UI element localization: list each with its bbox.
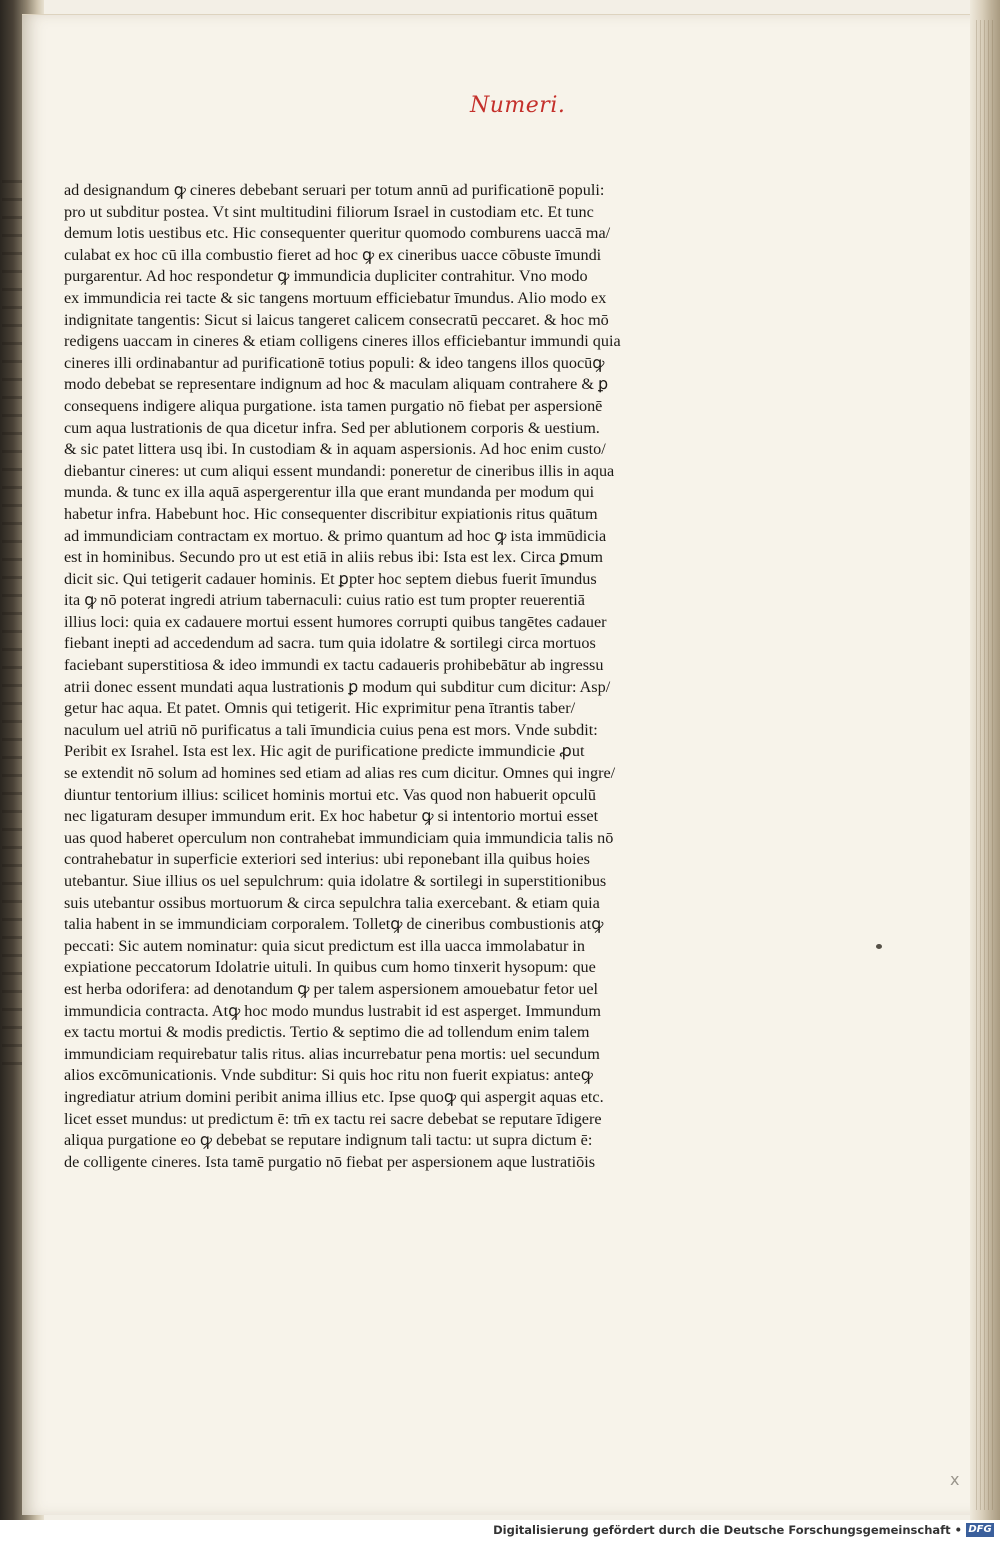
text-line: nec ligaturam desuper immundum erit. Ex hoc habetur ꝙ si intentorio mortui esset [64,807,599,826]
text-line: ex tactu mortui & modis predictis. Tertio & septimo die ad tollendum enim talem [64,1023,590,1042]
text-line: licet esset mundus: ut predictum ē: tm̄ ex tactu rei sacre debebat se reputare īdigere [64,1109,602,1128]
footer-credit: Digitalisierung gefördert durch die Deutsche Forschungsgemeinschaft • [493,1523,962,1537]
text-line: consequens indigere aliqua purgatione. ista tamen purgatio nō fiebat per aspersionē [64,396,603,415]
text-line: ex immundicia rei tacte & sic tangens mortuum efficiebatur īmundus. Alio modo ex [64,288,607,307]
text-line: naculum uel atriū nō purificatus a tali īmundicia cuius pena est mors. Vnde subdit: [64,720,598,739]
text-line: ad designandum ꝙ cineres debebant seruari per totum annū ad purificationē populi: [64,181,605,199]
text-line: immundicia contracta. Atꝙ hoc modo mundus lustrabit id est asperget. Immundum [64,1001,601,1020]
pencil-mark: x [950,1470,960,1489]
page-edge-lines [976,20,996,1510]
text-line: diebantur cineres: ut cum aliqui essent mundandi: poneretur de cineribus illis in aqua [64,461,615,480]
text-line: cum aqua lustrationis de qua dicetur infra. Sed per ablutionem corporis & uestium. [64,418,600,437]
text-line: aliqua purgatione eo ꝙ debebat se reputare indignum tali tactu: ut supra dictum ē: [64,1131,593,1150]
text-line: dicit sic. Qui tetigerit cadauer hominis. Et ꝑpter hoc septem diebus fuerit īmundus [64,569,597,588]
text-line: uas quod haberet operculum non contrahebat immundiciam quia immundicia talis nō [64,828,614,847]
ink-dot [876,944,882,949]
text-line: atrii donec essent mundati aqua lustrationis ꝑ modum qui subditur cum dicitur: Asp/ [64,677,611,696]
text-line: est herba odorifera: ad denotandum ꝙ per talem aspersionem amouebatur fetor uel [64,979,598,998]
text-line: faciebant superstitiosa & ideo immundi ex tactu cadaueris prohibebātur ab ingressu [64,656,604,675]
text-line: fiebant inepti ad accedendum ad sacra. tum quia idolatre & sortilegi circa mortuos [64,634,596,653]
text-line: indignitate tangentis: Sicut si laicus tangeret calicem consecratū peccaret. & hoc mō [64,310,609,329]
text-line: getur hac aqua. Et patet. Omnis qui tetigerit. Hic exprimitur pena ītrantis taber/ [64,699,576,718]
text-line: est in hominibus. Secundo pro ut est etiā in aliis rebus ibi: Ista est lex. Circa ꝑmum [64,548,603,567]
text-line: illius loci: quia ex cadauere mortui essent humores corrupti quibus tangētes cadauer [64,612,607,631]
text-line: Peribit ex Israhel. Ista est lex. Hic agit de purificatione predicte immundicie ꝓut [64,742,585,761]
adjacent-page-text-strip [2,180,22,1080]
text-line: culabat ex hoc cū illa combustio fieret ad hoc ꝙ ex cineribus uacce cōbuste īmundi [64,245,602,264]
text-line: suis utebantur ossibus mortuorum & circa sepulchra talia exercebant. & etiam quia [64,893,600,912]
running-head: Numeri. [470,93,566,118]
text-line: immundiciam requirebatur talis ritus. alias incurrebatur pena mortis: uel secundum [64,1044,600,1063]
text-line: expiatione peccatorum Idolatrie uituli. In quibus cum homo tinxerit hysopum: que [64,958,596,977]
text-line: munda. & tunc ex illa aquā aspergerentur illa que erant mundanda per modum qui [64,483,595,502]
text-line: redigens uaccam in cineres & etiam colligens cineres illos efficiebantur immundi quia [64,332,621,351]
footer-bar [0,1520,1000,1541]
body-text [64,180,704,1173]
text-line: se extendit nō solum ad homines sed etiam ad alias res cum dicitur. Omnes qui ingre/ [64,764,616,783]
text-line: peccati: Sic autem nominatur: quia sicut predictum est illa uacca immolabatur in [64,936,585,955]
text-line: ita ꝙ nō poterat ingredi atrium tabernaculi: cuius ratio est tum propter reuerentiā [64,591,585,610]
text-line: ingrediatur atrium domini peribit anima illius etc. Ipse quoꝙ qui aspergit aquas etc. [64,1087,604,1106]
text-line: cineres illi ordinabantur ad purificationē totius populi: & ideo tangens illos quocūꝙ [64,353,605,372]
text-line: utebantur. Siue illius os uel sepulchrum: quia idolatre & sortilegi in superstitionibus [64,872,607,890]
text-line: alios excōmunicationis. Vnde subditur: Si quis hoc ritu non fuerit expiatus: anteꝙ [64,1066,593,1085]
text-line: contrahebatur in superficie exteriori sed interius: ubi reponebant illa quibus hoies [64,850,590,869]
text-line: talia habent in se immundiciam corporalem. Tolletꝙ de cineribus combustionis atꝙ [64,915,604,934]
text-line: & sic patet littera usq ibi. In custodiam & in aquam aspersionis. Ad hoc enim custo/ [64,440,606,459]
text-line: diuntur tentorium illius: scilicet hominis mortui etc. Vas quod non habuerit opculū [64,785,597,804]
text-line: demum lotis uestibus etc. Hic consequenter queritur quomodo comburens uaccā ma/ [64,224,611,243]
text-line: ad immundiciam contractam ex mortuo. & primo quantum ad hoc ꝙ ista immūdicia [64,526,607,545]
book-right-edge [970,0,1000,1520]
text-line: de colligente cineres. Ista tamē purgatio nō fiebat per aspersionem aque lustratiōis [64,1152,596,1171]
text-line: habetur infra. Habebunt hoc. Hic consequenter discribitur expiationis ritus quātum [64,504,598,523]
dfg-logo: DFG [966,1523,994,1537]
text-line: modo debebat se representare indignum ad hoc & maculam aliquam contrahere & ꝑ [64,375,609,394]
text-line: pro ut subditur postea. Vt sint multitudini filiorum Israel in custodiam etc. Et tunc [64,202,594,221]
text-line: purgarentur. Ad hoc respondetur ꝙ immundicia dupliciter contrahitur. Vno modo [64,267,588,286]
